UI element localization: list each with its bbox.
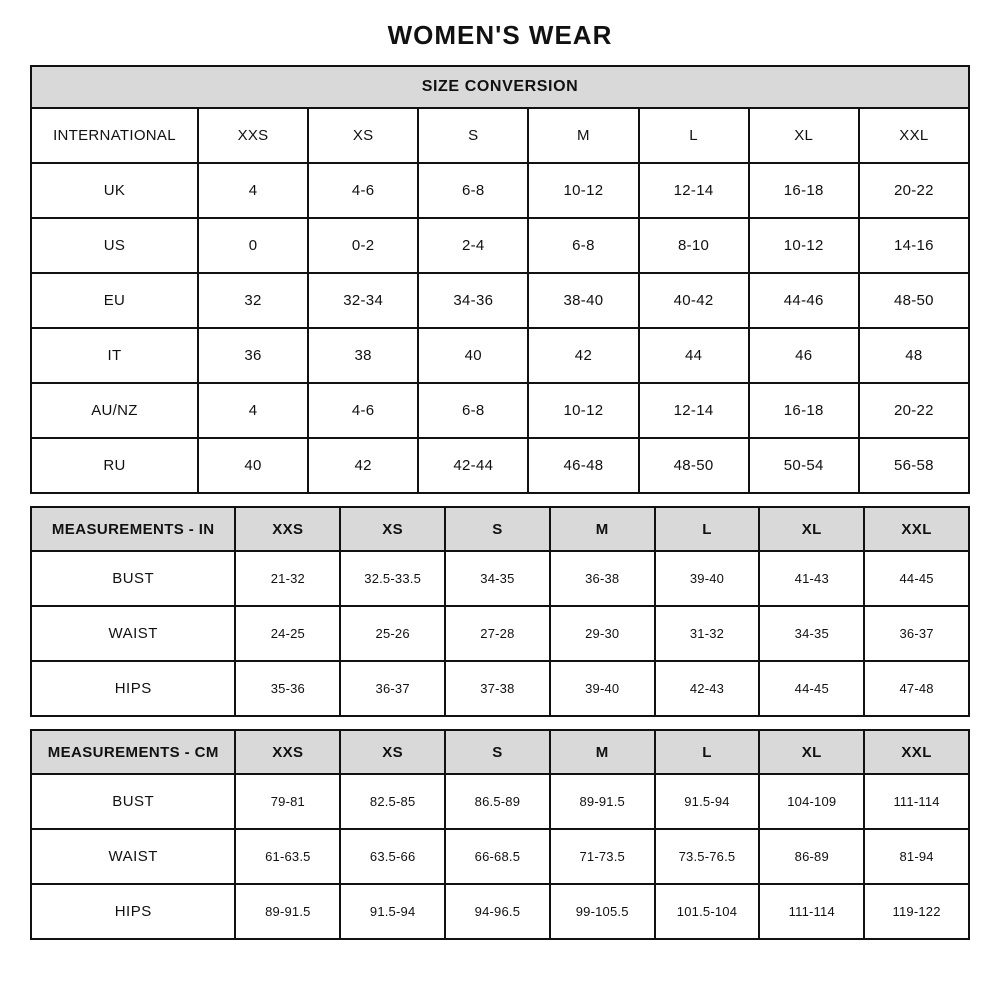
size-value: 4-6 (308, 163, 418, 218)
measurement-value: 47-48 (864, 661, 969, 716)
region-label: EU (31, 273, 198, 328)
size-value: 16-18 (749, 383, 859, 438)
size-column-label: XS (340, 507, 445, 551)
table-row (31, 328, 969, 383)
size-value: 42 (308, 438, 418, 493)
size-value: 40 (418, 328, 528, 383)
size-value: 4 (198, 163, 308, 218)
column-header-international: INTERNATIONAL (31, 108, 198, 163)
measurement-value: 34-35 (759, 606, 864, 661)
size-value: 48-50 (859, 273, 969, 328)
size-value: 10-12 (528, 383, 638, 438)
table-row (31, 829, 969, 884)
measurement-value: 111-114 (759, 884, 864, 939)
measurements-header: MEASUREMENTS - IN (31, 507, 235, 551)
measurement-value: 66-68.5 (445, 829, 550, 884)
size-value: 14-16 (859, 218, 969, 273)
size-value: 46-48 (528, 438, 638, 493)
measurement-value: 101.5-104 (655, 884, 760, 939)
table-row (31, 730, 969, 774)
size-column-label: S (445, 507, 550, 551)
measurement-value: 73.5-76.5 (655, 829, 760, 884)
size-column-label: XXS (235, 730, 340, 774)
region-label: UK (31, 163, 198, 218)
measurement-value: 89-91.5 (550, 774, 655, 829)
measurement-value: 63.5-66 (340, 829, 445, 884)
size-column-label: XXS (198, 108, 308, 163)
size-value: 12-14 (639, 163, 749, 218)
size-value: 44-46 (749, 273, 859, 328)
size-value: 32-34 (308, 273, 418, 328)
table-row (31, 774, 969, 829)
measurements-in-body (31, 507, 969, 716)
measurement-value: 44-45 (759, 661, 864, 716)
measurement-value: 39-40 (550, 661, 655, 716)
measurement-value: 61-63.5 (235, 829, 340, 884)
measurement-value: 79-81 (235, 774, 340, 829)
table-row (31, 438, 969, 493)
table-row (31, 108, 969, 163)
size-value: 34-36 (418, 273, 528, 328)
size-column-label: XL (749, 108, 859, 163)
size-value: 44 (639, 328, 749, 383)
measurement-value: 81-94 (864, 829, 969, 884)
size-column-label: L (655, 507, 760, 551)
table-row (31, 163, 969, 218)
measurement-value: 44-45 (864, 551, 969, 606)
measurement-value: 37-38 (445, 661, 550, 716)
measurement-value: 35-36 (235, 661, 340, 716)
measurement-label: WAIST (31, 829, 235, 884)
measurement-value: 86-89 (759, 829, 864, 884)
measurement-value: 71-73.5 (550, 829, 655, 884)
measurement-value: 111-114 (864, 774, 969, 829)
size-column-label: L (655, 730, 760, 774)
page-title: WOMEN'S WEAR (387, 20, 613, 50)
size-column-label: M (550, 730, 655, 774)
measurement-label: HIPS (31, 884, 235, 939)
size-value: 50-54 (749, 438, 859, 493)
size-column-label: XS (340, 730, 445, 774)
measurement-value: 25-26 (340, 606, 445, 661)
size-value: 6-8 (528, 218, 638, 273)
region-label: US (31, 218, 198, 273)
size-value: 6-8 (418, 383, 528, 438)
size-value: 42 (528, 328, 638, 383)
size-value: 38 (308, 328, 418, 383)
region-label: IT (31, 328, 198, 383)
size-value: 38-40 (528, 273, 638, 328)
measurement-value: 21-32 (235, 551, 340, 606)
size-value: 42-44 (418, 438, 528, 493)
size-value: 32 (198, 273, 308, 328)
table-row (31, 606, 969, 661)
size-value: 12-14 (639, 383, 749, 438)
size-conversion-body (31, 66, 969, 493)
measurement-value: 94-96.5 (445, 884, 550, 939)
size-value: 0-2 (308, 218, 418, 273)
measurement-value: 31-32 (655, 606, 760, 661)
size-column-label: XXL (859, 108, 969, 163)
measurement-value: 119-122 (864, 884, 969, 939)
size-column-label: M (550, 507, 655, 551)
size-value: 0 (198, 218, 308, 273)
size-value: 40 (198, 438, 308, 493)
measurement-value: 89-91.5 (235, 884, 340, 939)
measurement-value: 27-28 (445, 606, 550, 661)
measurement-value: 36-38 (550, 551, 655, 606)
measurement-value: 24-25 (235, 606, 340, 661)
size-value: 6-8 (418, 163, 528, 218)
size-value: 36 (198, 328, 308, 383)
size-value: 16-18 (749, 163, 859, 218)
table-row (31, 884, 969, 939)
table-row (31, 661, 969, 716)
table-row (31, 66, 969, 108)
measurement-label: HIPS (31, 661, 235, 716)
size-column-label: XL (759, 507, 864, 551)
size-conversion-table (30, 65, 970, 494)
measurement-value: 104-109 (759, 774, 864, 829)
measurement-value: 34-35 (445, 551, 550, 606)
measurement-value: 29-30 (550, 606, 655, 661)
measurement-label: BUST (31, 774, 235, 829)
size-column-label: XXL (864, 730, 969, 774)
region-label: AU/NZ (31, 383, 198, 438)
size-value: 4 (198, 383, 308, 438)
measurement-value: 91.5-94 (340, 884, 445, 939)
measurements-cm-body (31, 730, 969, 939)
measurement-value: 32.5-33.5 (340, 551, 445, 606)
measurement-value: 36-37 (340, 661, 445, 716)
table-row (31, 383, 969, 438)
measurement-value: 42-43 (655, 661, 760, 716)
size-value: 40-42 (639, 273, 749, 328)
measurements-header: MEASUREMENTS - CM (31, 730, 235, 774)
measurement-label: WAIST (31, 606, 235, 661)
size-column-label: L (639, 108, 749, 163)
size-column-label: S (445, 730, 550, 774)
size-value: 20-22 (859, 383, 969, 438)
size-column-label: S (418, 108, 528, 163)
measurement-value: 82.5-85 (340, 774, 445, 829)
size-value: 2-4 (418, 218, 528, 273)
measurements-cm-table (30, 729, 970, 940)
measurement-value: 41-43 (759, 551, 864, 606)
size-column-label: XXL (864, 507, 969, 551)
size-value: 20-22 (859, 163, 969, 218)
size-value: 8-10 (639, 218, 749, 273)
size-value: 4-6 (308, 383, 418, 438)
size-value: 10-12 (528, 163, 638, 218)
table-row (31, 507, 969, 551)
size-column-label: XS (308, 108, 418, 163)
measurement-value: 86.5-89 (445, 774, 550, 829)
size-column-label: M (528, 108, 638, 163)
size-value: 48 (859, 328, 969, 383)
region-label: RU (31, 438, 198, 493)
measurement-value: 36-37 (864, 606, 969, 661)
table-row (31, 551, 969, 606)
measurement-label: BUST (31, 551, 235, 606)
size-value: 56-58 (859, 438, 969, 493)
size-column-label: XL (759, 730, 864, 774)
size-value: 48-50 (639, 438, 749, 493)
size-value: 46 (749, 328, 859, 383)
table-row (31, 273, 969, 328)
size-conversion-header: SIZE CONVERSION (31, 66, 969, 108)
measurements-in-table (30, 506, 970, 717)
size-value: 10-12 (749, 218, 859, 273)
size-column-label: XXS (235, 507, 340, 551)
measurement-value: 91.5-94 (655, 774, 760, 829)
measurement-value: 99-105.5 (550, 884, 655, 939)
measurement-value: 39-40 (655, 551, 760, 606)
table-row (31, 218, 969, 273)
